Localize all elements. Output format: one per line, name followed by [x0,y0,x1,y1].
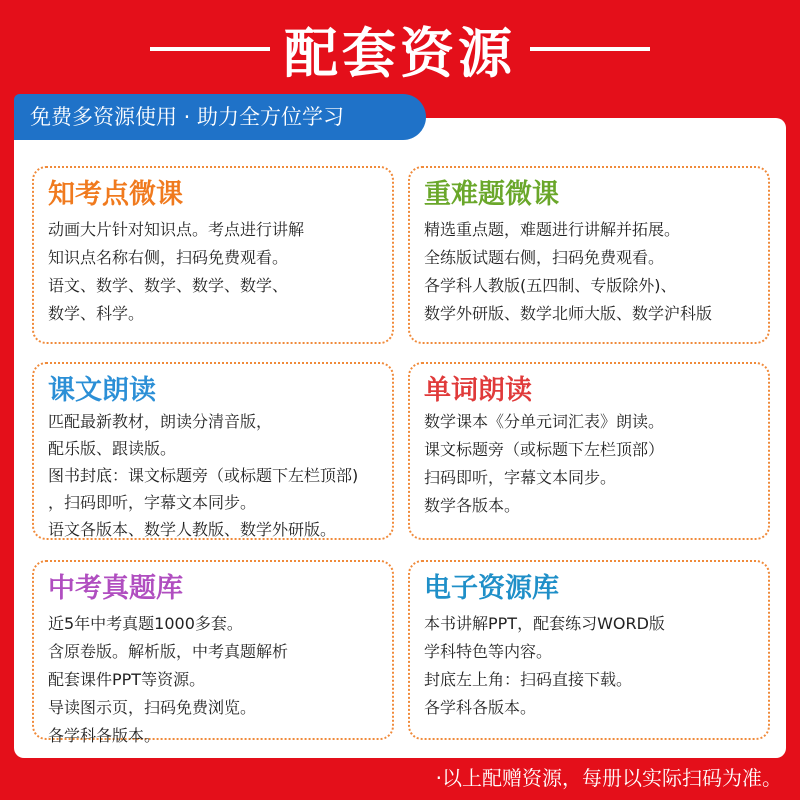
card-line: 配套课件PPT等资源。 [48,670,206,689]
card-line: 匹配最新教材，朗读分清音版， [48,412,273,431]
card-text-reading [32,362,394,540]
card-exam-question-bank [32,560,394,745]
card-line: 数学、科学。 [48,304,145,323]
card-title: 电子资源库 [424,573,559,604]
card-line: 导读图示页，扫码免费浏览。 [48,698,257,717]
card-line: 语文各版本、数学人教版、数学外研版。 [48,520,337,539]
card-line: 数学课本《分单元词汇表》朗读。 [424,412,665,431]
card-title: 重难题微课 [424,179,559,210]
card-line: 扫码即听，字幕文本同步。 [424,468,617,487]
card-electronic-resources [408,560,770,740]
card-line: 图书封底：课文标题旁（或标题下左栏顶部) [48,466,359,485]
page-title: 配套资源 [284,21,516,85]
footnote: ·以上配赠资源，每册以实际扫码为准。 [435,766,782,790]
card-line: 含原卷版。解析版，中考真题解析 [48,642,289,661]
card-line: 各学科各版本。 [48,726,161,745]
card-line: 各学科人教版(五四制、专版除外)、 [424,276,677,295]
card-line: 各学科各版本。 [424,698,537,717]
card-line: 近5年中考真题1000多套。 [48,614,243,633]
card-line: 全练版试题右侧，扫码免费观看。 [424,248,665,267]
card-body [48,408,384,543]
card-line: 学科特色等内容。 [424,642,553,661]
card-line: 课文标题旁（或标题下左栏顶部） [424,440,665,459]
card-title: 课文朗读 [48,375,156,406]
card-line: 动画大片针对知识点。考点进行讲解 [48,220,305,239]
card-line: ，扫码即听，字幕文本同步。 [48,493,257,512]
card-body [424,610,760,722]
card-line: 精选重点题，难题进行讲解并拓展。 [424,220,681,239]
card-title: 中考真题库 [48,573,183,604]
card-line: 配乐版、跟读版。 [48,439,177,458]
card-title: 知考点微课 [48,179,183,210]
card-body [424,216,760,328]
card-line: 知识点名称右侧，扫码免费观看。 [48,248,289,267]
card-difficult-problems-microlessons [408,166,770,344]
card-word-reading [408,362,770,540]
card-line: 封底左上角：扫码直接下载。 [424,670,633,689]
card-body [424,408,760,520]
card-body [48,216,384,328]
card-line: 语文、数学、数学、数学、数学、 [48,276,289,295]
card-line: 本书讲解PPT，配套练习WORD版 [424,614,665,633]
title-right-rule [530,47,650,51]
subtitle-ribbon: 免费多资源使用 · 助力全方位学习 [14,94,426,140]
title-left-rule [150,47,270,51]
card-line: 数学各版本。 [424,496,521,515]
card-knowledge-microlessons [32,166,394,344]
card-body [48,610,384,750]
page-header [0,14,800,84]
card-line: 数学外研版、数学北师大版、数学沪科版 [424,304,713,323]
card-title: 单词朗读 [424,375,532,406]
